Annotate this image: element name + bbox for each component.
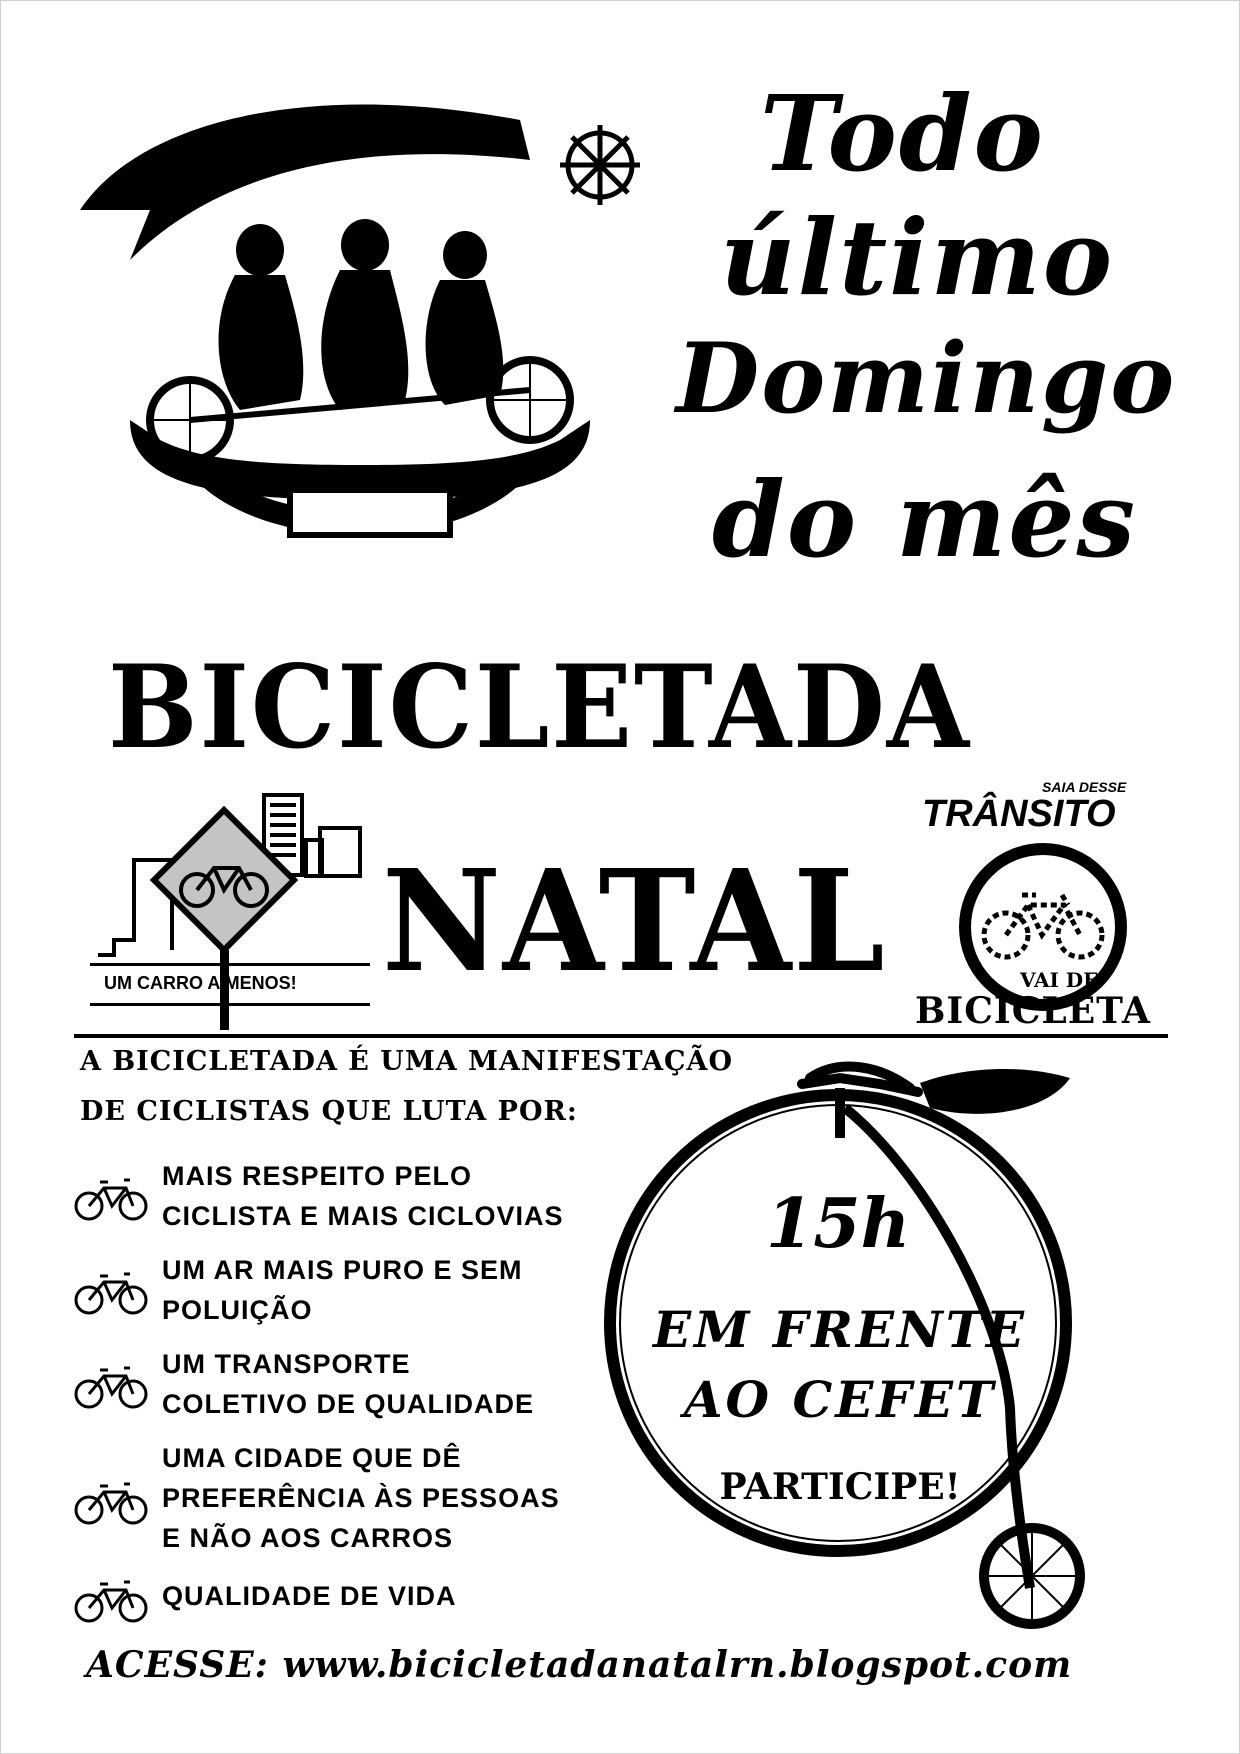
left-sign-label: UM CARRO A MENOS! bbox=[104, 973, 297, 993]
demand-4-line-1: UMA CIDADE QUE DÊ bbox=[162, 1443, 462, 1473]
demand-4-line-2: PREFERÊNCIA ÀS PESSOAS bbox=[162, 1483, 560, 1513]
intro-line-2: DE CICLISTAS QUE LUTA POR: bbox=[80, 1096, 578, 1127]
demand-3-line-2: COLETIVO DE QUALIDADE bbox=[162, 1389, 535, 1419]
bicycle-bullet-icon bbox=[74, 1362, 148, 1410]
section-divider bbox=[74, 1034, 1168, 1038]
event-title-bicicletada: BICICLETADA bbox=[108, 640, 971, 774]
badge-bicicleta: BICICLETA bbox=[915, 990, 1151, 1032]
headline-line-2: último bbox=[720, 196, 1115, 319]
bicycle-bullet-icon bbox=[74, 1576, 148, 1624]
event-title-natal: NATAL bbox=[382, 840, 887, 1004]
badge-vai-de: VAI DE bbox=[1020, 968, 1099, 992]
demand-3-line-1: UM TRANSPORTE bbox=[162, 1349, 411, 1379]
meeting-call: PARTICIPE! bbox=[719, 1466, 961, 1508]
left-sign-rule-bottom bbox=[90, 1003, 370, 1006]
headline-line-3: Domingo bbox=[676, 322, 1177, 435]
headline-line-1: Todo bbox=[760, 72, 1045, 195]
intro-line-1: A BICICLETADA É UMA MANIFESTAÇÃO bbox=[80, 1046, 733, 1077]
bike-road-sign-icon bbox=[94, 790, 374, 1030]
meeting-place-line-2: AO CEFET bbox=[683, 1370, 997, 1429]
demand-2-line-1: UM AR MAIS PURO E SEM bbox=[162, 1255, 523, 1285]
tandem-bike-car-logo-icon bbox=[60, 60, 660, 580]
badge-saia-desse: SAIA DESSE bbox=[1042, 779, 1127, 795]
meeting-place-line-1: EM FRENTE bbox=[652, 1300, 1028, 1359]
demand-5-line-1: QUALIDADE DE VIDA bbox=[162, 1581, 457, 1611]
footer-website: ACESSE: www.bicicletadanatalrn.blogspot.com bbox=[86, 1644, 1073, 1686]
badge-transito: TRÂNSITO bbox=[922, 793, 1116, 835]
demand-4-line-3: E NÃO AOS CARROS bbox=[162, 1523, 454, 1553]
bicycle-bullet-icon bbox=[74, 1478, 148, 1526]
left-sign-rule-top bbox=[90, 963, 370, 966]
demand-1-line-1: MAIS RESPEITO PELO bbox=[162, 1161, 473, 1191]
demand-1-line-2: CICLISTA E MAIS CICLOVIAS bbox=[162, 1201, 564, 1231]
meeting-time: 15h bbox=[765, 1184, 911, 1264]
demand-2-line-2: POLUIÇÃO bbox=[162, 1295, 313, 1325]
bicycle-bullet-icon bbox=[74, 1174, 148, 1222]
bicycle-bullet-icon bbox=[74, 1268, 148, 1316]
headline-line-4: do mês bbox=[712, 458, 1138, 581]
